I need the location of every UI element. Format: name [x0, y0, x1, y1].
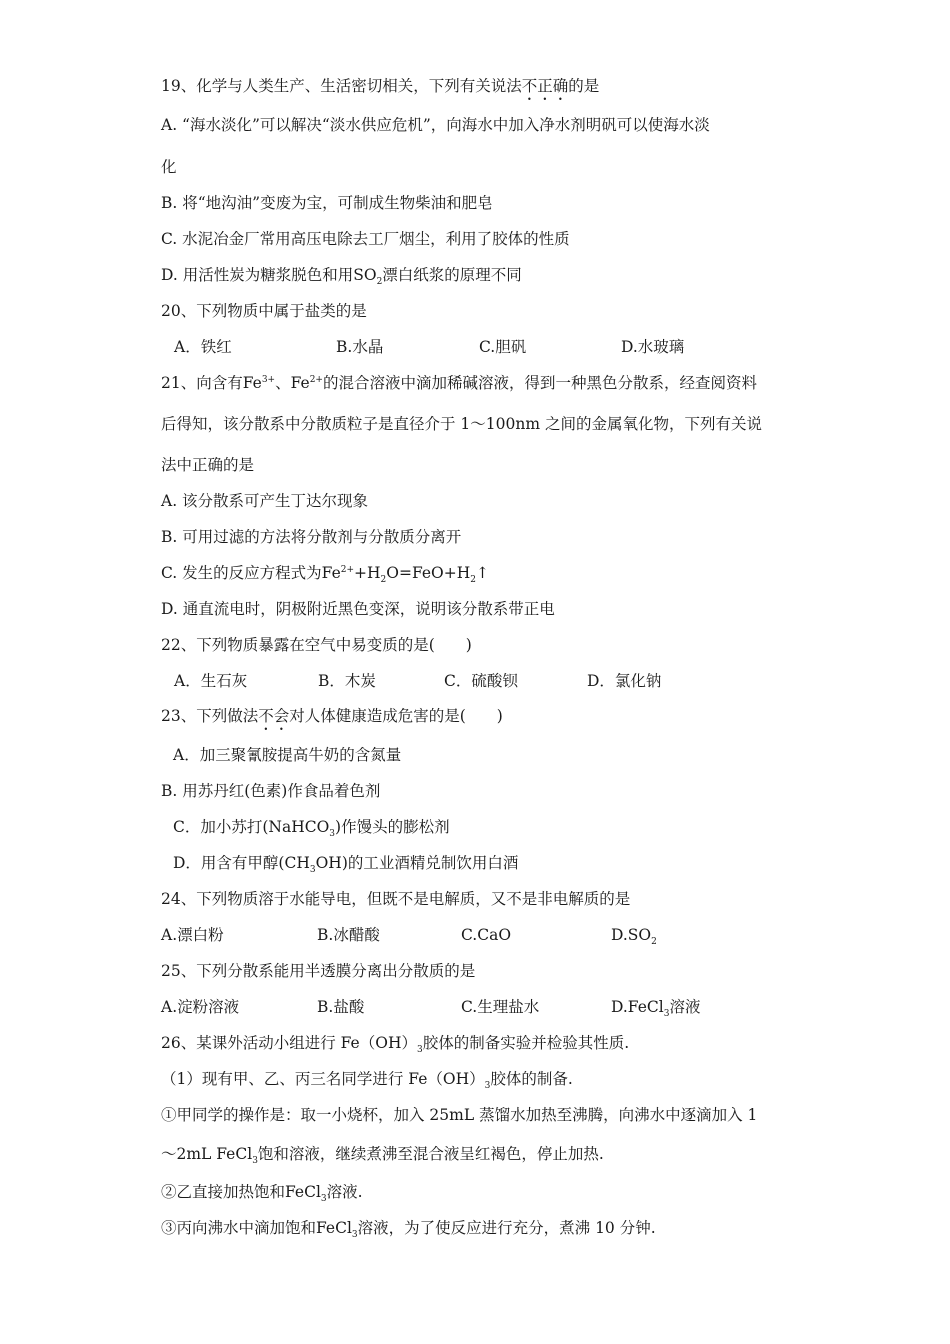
- q26-step1-line2: ～2mL FeCl$_3$饱和溶液，继续煮沸至混合液呈红褐色，停止加热.: [161, 1145, 604, 1167]
- q23-stem: 23、下列做法不会对人体健康造成危害的是( ): [161, 707, 503, 725]
- q25-option-a: A.淀粉溶液: [161, 998, 240, 1016]
- q20-stem: 20、下列物质中属于盐类的是: [161, 302, 367, 320]
- q26-part1: （1）现有甲、乙、丙三名同学进行 $Fe(OH)_3$胶体的制备.: [161, 1070, 573, 1092]
- q21-stem-line3: 法中正确的是: [161, 456, 255, 474]
- q23-option-b: B. 用苏丹红(色素)作食品着色剂: [161, 782, 381, 800]
- q20-option-d: D.水玻璃: [621, 338, 685, 356]
- q26-stem: 26、某课外活动小组进行 $Fe(OH)_3$胶体的制备实验并检验其性质.: [161, 1034, 630, 1056]
- q21-option-b: B. 可用过滤的方法将分散剂与分散质分离开: [161, 528, 462, 546]
- q24-option-b: B.冰醋酸: [317, 926, 380, 944]
- q19-stem: 19、化学与人类生产、生活密切相关，下列有关说法不正确的是: [161, 77, 600, 95]
- q22-option-b: B．木炭: [318, 672, 376, 690]
- q21-option-d: D. 通直流电时，阴极附近黑色变深，说明该分散系带正电: [161, 600, 555, 618]
- q19-option-d: D. 用活性炭为糖浆脱色和用$SO_2$漂白纸浆的原理不同: [161, 266, 522, 288]
- q22-option-d: D．氯化钠: [587, 672, 662, 690]
- q26-step3: ③丙向沸水中滴加饱和FeCl$_3$溶液，为了使反应进行充分，煮沸 10 分钟.: [161, 1219, 656, 1241]
- q24-option-d: $D.SO_2$: [611, 926, 657, 948]
- q20-option-b: B.水晶: [336, 338, 384, 356]
- q23-option-c: C．加小苏打(NaHCO$_3$)作馒头的膨松剂: [173, 818, 450, 840]
- q20-option-c: C.胆矾: [479, 338, 527, 356]
- q21-stem-line1: 21、向含有$Fe^{3+}$、$Fe^{2+}$的混合溶液中滴加稀碱溶液，得到一种黑色分散系，经查阅资料: [161, 374, 757, 392]
- q19-emphasis: 不正确: [521, 77, 569, 95]
- q26-step2: ②乙直接加热饱和FeCl$_3$溶液.: [161, 1183, 363, 1205]
- q21-stem-line2: 后得知，该分散系中分散质粒子是直径介于 1～100nm 之间的金属氧化物，下列有关说: [161, 415, 762, 433]
- q25-option-b: B.盐酸: [317, 998, 365, 1016]
- q20-option-a: A．铁红: [174, 338, 232, 356]
- q22-stem: 22、下列物质暴露在空气中易变质的是( ): [161, 636, 472, 654]
- q25-stem: 25、下列分散系能用半透膜分离出分散质的是: [161, 962, 476, 980]
- q21-option-c: C. 发生的反应方程式为$Fe^{2+}+H_2O=FeO+H_2↑$: [161, 564, 490, 586]
- q19-option-b: B. 将“地沟油”变废为宝，可制成生物柴油和肥皂: [161, 194, 493, 212]
- q24-stem: 24、下列物质溶于水能导电，但既不是电解质，又不是非电解质的是: [161, 890, 631, 908]
- q22-option-a: A．生石灰: [174, 672, 248, 690]
- q24-option-c: C.CaO: [461, 926, 512, 944]
- q21-option-a: A. 该分散系可产生丁达尔现象: [161, 492, 369, 510]
- q22-option-c: C．硫酸钡: [444, 672, 518, 690]
- q19-option-a-line1: A. “海水淡化”可以解决“淡水供应危机”，向海水中加入净水剂明矾可以使海水淡: [161, 116, 710, 134]
- q25-option-c: C.生理盐水: [461, 998, 540, 1016]
- q19-option-c: C. 水泥冶金厂常用高压电除去工厂烟尘，利用了胶体的性质: [161, 230, 570, 248]
- q23-emphasis: 不会: [258, 707, 290, 725]
- q19-option-a-line2: 化: [161, 158, 177, 176]
- q23-option-a: A．加三聚氰胺提高牛奶的含氮量: [173, 746, 402, 764]
- q23-option-d: D．用含有甲醇$(CH_3OH)$的工业酒精兑制饮用白酒: [173, 854, 519, 876]
- q24-option-a: A.漂白粉: [161, 926, 224, 944]
- q25-option-d: D.FeCl$_3$溶液: [611, 998, 701, 1020]
- q26-step1-line1: ①甲同学的操作是：取一小烧杯，加入 25mL 蒸馏水加热至沸腾，向沸水中逐滴加入 1: [161, 1106, 758, 1124]
